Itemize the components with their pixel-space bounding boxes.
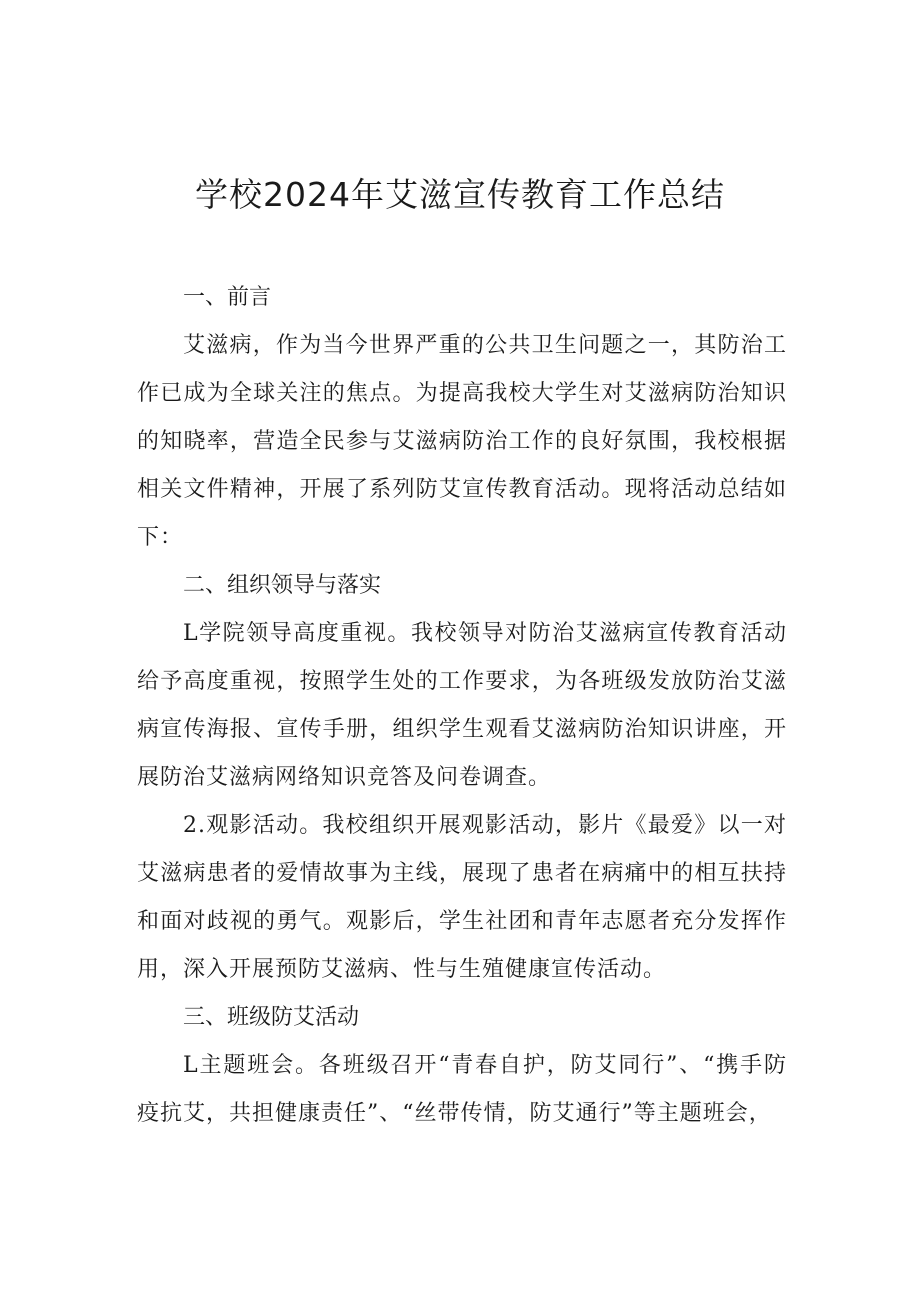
document-body bbox=[137, 274, 787, 1138]
organization-paragraph-1: L学院领导高度重视。我校领导对防治艾滋病宣传教育活动给予高度重视，按照学生处的工作要求，为各班级发放防治艾滋病宣传海报、宣传手册，组织学生观看艾滋病防治知识讲座，开展防治艾滋病网络知识竞答及问卷调查。 bbox=[137, 621, 787, 790]
organization-paragraph-2: 2.观影活动。我校组织开展观影活动，影片《最爱》以一对艾滋病患者的爱情故事为主线，展现了患者在病痛中的相互扶持和面对歧视的勇气。观影后，学生社团和青年志愿者充分发挥作用，深入开展预防艾滋病、性与生殖健康宣传活动。 bbox=[137, 813, 787, 982]
section-heading-class-activities: 三、班级防艾活动 bbox=[183, 1005, 360, 1030]
section-heading-organization: 二、组织领导与落实 bbox=[183, 573, 382, 598]
class-activities-paragraph: L主题班会。各班级召开“青春自护，防艾同行”、“携手防疫抗艾，共担健康责任”、“丝带传情，防艾通行”等主题班会， bbox=[137, 1053, 787, 1126]
section-heading-preface: 一、前言 bbox=[183, 285, 272, 310]
document-title: 学校2024年艾滋宣传教育工作总结 bbox=[195, 175, 725, 214]
preface-paragraph: 艾滋病，作为当今世界严重的公共卫生问题之一，其防治工作已成为全球关注的焦点。为提高我校大学生对艾滋病防治知识的知晓率，营造全民参与艾滋病防治工作的良好氛围，我校根据相关文件精神，开展了系列防艾宣传教育活动。现将活动总结如下： bbox=[137, 333, 787, 550]
